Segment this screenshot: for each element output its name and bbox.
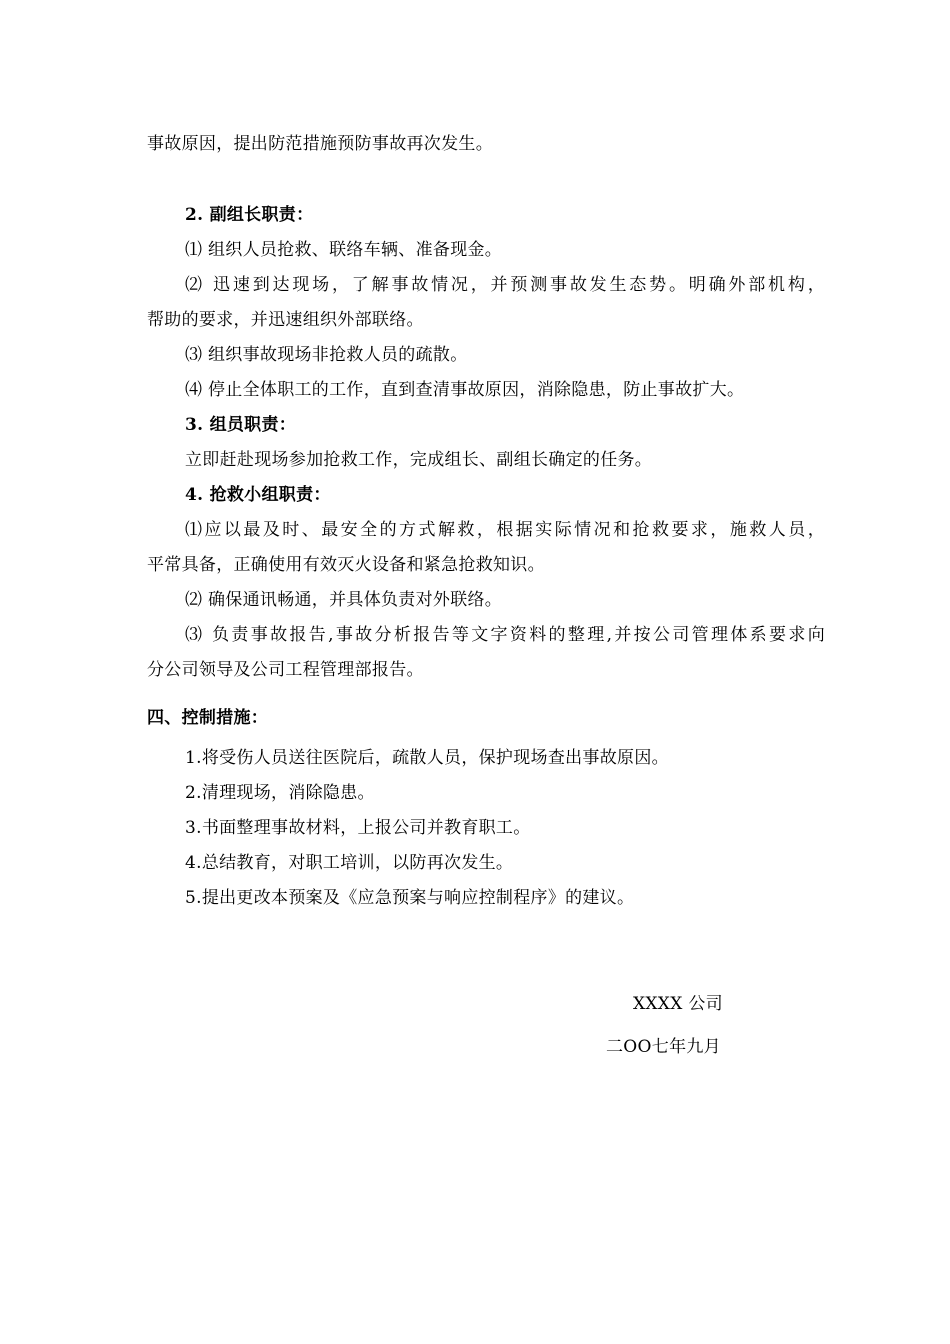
control-item-3: 3.书面整理事故材料，上报公司并教育职工。 [185,818,531,838]
deputy-leader-item-2: ⑵ 迅速到达现场，了解事故情况，并预测事故发生态势。明确外部机构， [185,275,825,295]
deputy-leader-item-2-continued: 帮助的要求，并迅速组织外部联络。 [147,310,424,330]
control-item-1: 1.将受伤人员送往医院后，疏散人员，保护现场查出事故原因。 [185,748,669,768]
control-item-4: 4.总结教育，对职工培训，以防再次发生。 [185,853,514,873]
rescue-team-item-1: ⑴应以最及时、最安全的方式解救，根据实际情况和抢救要求，施救人员， [185,520,825,540]
member-text: 立即赶赴现场参加抢救工作，完成组长、副组长确定的任务。 [185,450,653,470]
signature-date: 二OO七年九月 [606,1037,721,1057]
member-heading: 3. 组员职责： [185,415,297,435]
signature-company: XXXX 公司 [633,994,723,1014]
control-measures-heading: 四、控制措施： [147,708,269,728]
intro-continuation-text: 事故原因，提出防范措施预防事故再次发生。 [147,134,493,154]
rescue-team-item-3-continued: 分公司领导及公司工程管理部报告。 [147,660,424,680]
deputy-leader-item-1: ⑴ 组织人员抢救、联络车辆、准备现金。 [185,240,503,260]
rescue-team-item-2: ⑵ 确保通讯畅通，并具体负责对外联络。 [185,590,503,610]
rescue-team-heading: 4. 抢救小组职责： [185,485,331,505]
rescue-team-item-1-continued: 平常具备，正确使用有效灭火设备和紧急抢救知识。 [147,555,545,575]
rescue-team-item-3: ⑶ 负责事故报告,事故分析报告等文字资料的整理,并按公司管理体系要求向 [185,625,825,645]
deputy-leader-item-3: ⑶ 组织事故现场非抢救人员的疏散。 [185,345,468,365]
control-item-5: 5.提出更改本预案及《应急预案与响应控制程序》的建议。 [185,888,635,908]
deputy-leader-heading: 2. 副组长职责： [185,205,314,225]
deputy-leader-item-4: ⑷ 停止全体职工的工作，直到查清事故原因，消除隐患，防止事故扩大。 [185,380,745,400]
control-item-2: 2.清理现场，消除隐患。 [185,783,375,803]
